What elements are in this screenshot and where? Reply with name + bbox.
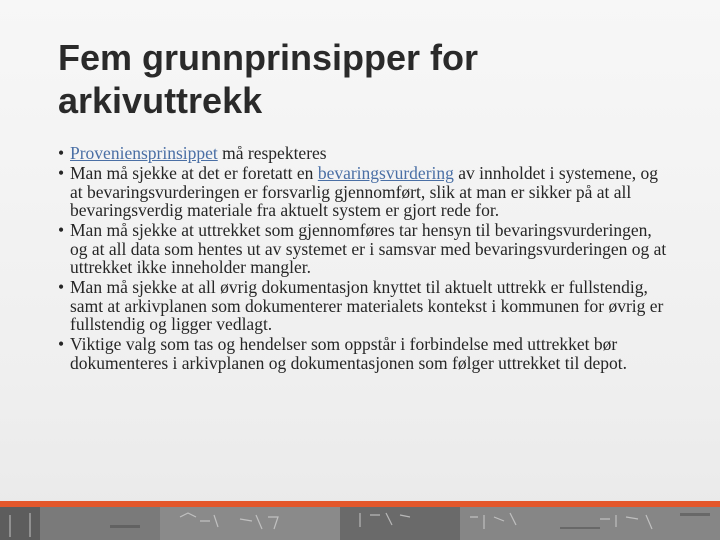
bullet-list [58, 144, 668, 374]
bullet-item [58, 164, 668, 220]
bullet-text: Man må sjekke at uttrekket som gjennomføres tar hensyn til bevaringsvurderingen, og at all data som hentes ut av systemet er i samsvar med bevaringsvurderingen og at uttrekket ikke inneholder mangler. [70, 220, 667, 277]
bullet-item [58, 144, 668, 163]
bullet-dot: • [58, 220, 65, 240]
bullet-dot: • [58, 277, 65, 297]
bullet-item [58, 278, 668, 334]
slide-title: Fem grunnprinsipper for arkivuttrekk [58, 37, 479, 121]
bullet-dot: • [58, 143, 65, 163]
bullet-text: Viktige valg som tas og hendelser som oppstår i forbindelse med uttrekket bør dokumenteres i arkivplanen og dokumentasjonen som følger uttrekket til depot. [70, 334, 627, 373]
bullet-item [58, 335, 668, 372]
bullet-text: må respekteres [217, 143, 327, 163]
bullet-text: Man må sjekke at det er foretatt en [70, 163, 318, 183]
bullet-text: Man må sjekke at all øvrig dokumentasjon knyttet til aktuelt uttrekk er fullstendig, samt at arkivplanen som dokumenterer materialets kontekst i kommunen for øvrig er fullstendig og ligger vedlagt. [70, 277, 664, 334]
bullet-text: av innholdet i systemene, og at bevaringsvurderingen er forsvarlig gjennomført, slik at man er sikker på at all bevaringsverdig materiale fra aktuelt system er gjort rede for. [70, 163, 659, 220]
bullet-dot: • [58, 163, 65, 183]
archive-texture-image [0, 507, 720, 540]
archive-photo-strip [0, 507, 720, 540]
bullet-item [58, 221, 668, 277]
bullet-dot: • [58, 334, 65, 354]
bevaringsvurdering-link[interactable]: bevaringsvurdering [317, 163, 454, 183]
proveniensprinsippet-link[interactable]: Proveniensprinsippet [70, 143, 218, 163]
